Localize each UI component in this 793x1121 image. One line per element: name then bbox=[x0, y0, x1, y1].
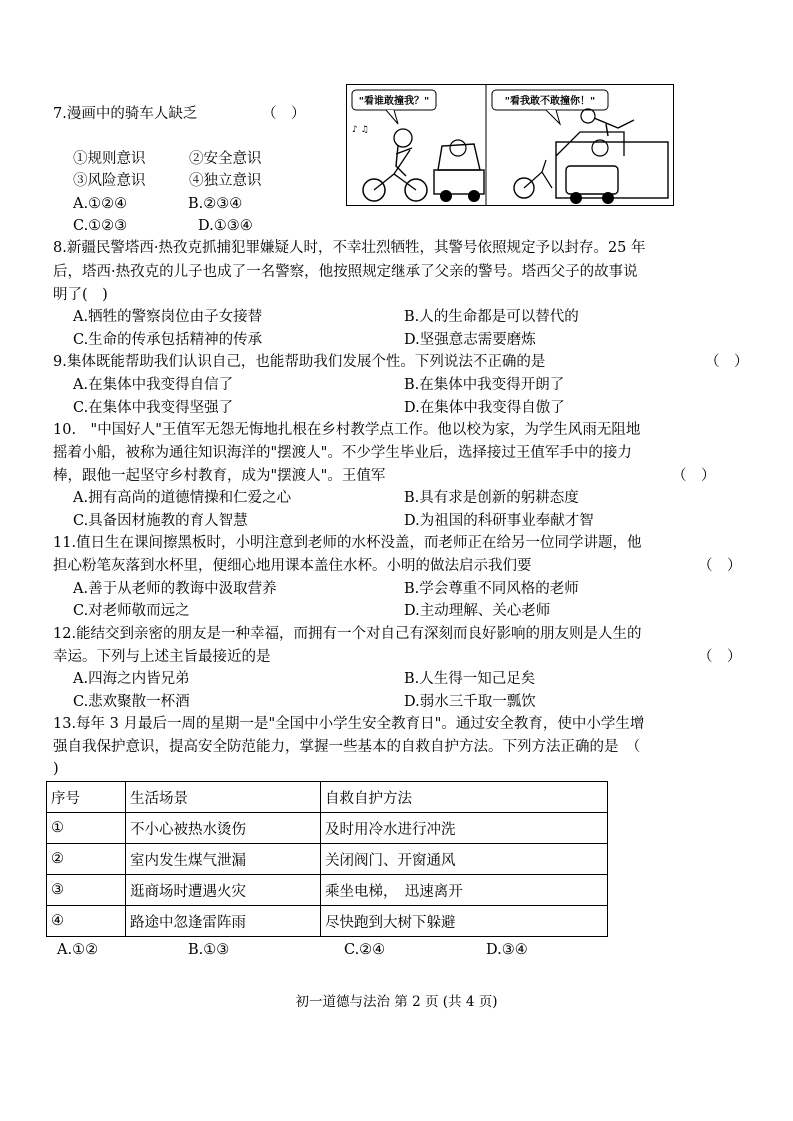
q13-line-3: ) bbox=[53, 761, 59, 777]
q13-line-1: 13.每年 3 月最后一周的星期一是"全国中小学生安全教育日"。通过安全教育，使中小学生增 bbox=[53, 716, 645, 732]
q11-line-1: 11.值日生在课间擦黑板时，小明注意到老师的水杯没盖，而老师正在给另一位同学讲题，他 bbox=[53, 535, 642, 551]
header-cell: 自救自护方法 bbox=[321, 782, 608, 813]
q10-line-2: 摇着小船，被称为通往知识海洋的"摆渡人"。不少学生毕业后，选择接过王值军手中的接力 bbox=[53, 445, 632, 461]
right-bubble-text: "看我敢不敢撞你！" bbox=[504, 96, 596, 107]
q12-option-a: A.四海之内皆兄弟 bbox=[73, 671, 190, 687]
q12-option-b: B.人生得一知己足矣 bbox=[404, 671, 536, 687]
q9-answer-paren: （ ） bbox=[705, 354, 749, 370]
table-cell: ④ bbox=[47, 906, 126, 937]
table-cell: 不小心被热水烫伤 bbox=[126, 813, 321, 844]
cartoon-illustration bbox=[346, 84, 674, 206]
q8-line-1: 8.新疆民警塔西·热孜克抓捕犯罪嫌疑人时，不幸壮烈牺牲，其警号依照规定予以封存。25 年 bbox=[53, 240, 646, 256]
q13-option-a: A.①② bbox=[57, 942, 99, 958]
q10-answer-paren: （ ） bbox=[672, 468, 716, 484]
q9-option-c: C.在集体中我变得坚强了 bbox=[73, 400, 234, 416]
q7-option-c: C.①②③ bbox=[73, 218, 128, 234]
table-row bbox=[47, 844, 608, 875]
q11-option-b: B.学会尊重不同风格的老师 bbox=[404, 581, 579, 597]
table-cell: 及时用冷水进行冲洗 bbox=[321, 813, 608, 844]
table-header-row bbox=[47, 782, 608, 813]
q10-line-3: 棒，跟他一起坚守乡村教育，成为"摆渡人"。王值军 bbox=[53, 468, 386, 484]
table-cell: 室内发生煤气泄漏 bbox=[126, 844, 321, 875]
q11-option-c: C.对老师敬而远之 bbox=[73, 603, 190, 619]
q12-option-d: D.弱水三千取一瓢饮 bbox=[404, 694, 536, 710]
table-cell: ③ bbox=[47, 875, 126, 906]
table-cell: ① bbox=[47, 813, 126, 844]
q8-option-c: C.生命的传承包括精神的传承 bbox=[73, 332, 263, 348]
q9-option-a: A.在集体中我变得自信了 bbox=[73, 377, 234, 393]
q11-line-2: 担心粉笔灰落到水杯里，便细心地用课本盖住水杯。小明的做法启示我们要 bbox=[53, 558, 532, 574]
q7-option-d: D.①③④ bbox=[198, 218, 253, 234]
q10-option-b: B.具有求是创新的躬耕态度 bbox=[404, 490, 579, 506]
table-cell: 尽快跑到大树下躲避 bbox=[321, 906, 608, 937]
q12-line-1: 12.能结交到亲密的朋友是一种幸福，而拥有一个对自己有深刻而良好影响的朋友则是人生的 bbox=[53, 626, 642, 642]
q12-line-2: 幸运。下列与上述主旨最接近的是 bbox=[53, 649, 271, 665]
table-cell: ② bbox=[47, 844, 126, 875]
header-cell: 生活场景 bbox=[126, 782, 321, 813]
q13-line-2: 强自我保护意识，提高安全防范能力，掌握一些基本的自救自护方法。下列方法正确的是 （ bbox=[53, 739, 641, 755]
q8-option-b: B.人的生命都是可以替代的 bbox=[404, 309, 579, 325]
svg-text:♪ ♫: ♪ ♫ bbox=[352, 125, 369, 135]
q11-answer-paren: （ ） bbox=[698, 558, 742, 574]
q11-option-a: A.善于从老师的教诲中汲取营养 bbox=[73, 581, 277, 597]
q13-option-c: C.②④ bbox=[344, 942, 386, 958]
q7-option-a: A.①②④ bbox=[73, 196, 128, 212]
table-cell: 逛商场时遭遇火灾 bbox=[126, 875, 321, 906]
table-cell: 路途中忽逢雷阵雨 bbox=[126, 906, 321, 937]
table-cell: 乘坐电梯， 迅速离开 bbox=[321, 875, 608, 906]
q7-choice-line-2: ③风险意识 ④独立意识 bbox=[73, 173, 262, 189]
q10-option-c: C.具备因材施教的育人智慧 bbox=[73, 513, 248, 529]
q10-option-d: D.为祖国的科研事业奉献才智 bbox=[404, 513, 594, 529]
q10-option-a: A.拥有高尚的道德情操和仁爱之心 bbox=[73, 490, 292, 506]
q11-option-d: D.主动理解、关心老师 bbox=[404, 603, 551, 619]
table-row bbox=[47, 875, 608, 906]
q13-option-b: B.①③ bbox=[188, 942, 230, 958]
q8-line-2: 后，塔西·热孜克的儿子也成了一名警察，他按照规定继承了父亲的警号。塔西父子的故事说 bbox=[53, 264, 638, 280]
q8-option-a: A.牺牲的警察岗位由子女接替 bbox=[73, 309, 263, 325]
page-footer: 初一道德与法治 第 2 页 (共 4 页) bbox=[295, 994, 498, 1010]
safety-methods-table bbox=[46, 781, 608, 937]
q7-option-b: B.②③④ bbox=[188, 196, 243, 212]
q7-choice-line-1: ①规则意识 ②安全意识 bbox=[73, 151, 262, 167]
table-row bbox=[47, 813, 608, 844]
q12-option-c: C.悲欢聚散一杯酒 bbox=[73, 694, 190, 710]
table-row bbox=[47, 906, 608, 937]
q13-option-d: D.③④ bbox=[486, 942, 528, 958]
left-bubble-text: "看谁敢撞我？" bbox=[358, 96, 430, 107]
q10-line-1: 10. "中国好人"王值军无怨无悔地扎根在乡村教学点工作。他以校为家，为学生风雨无阻地 bbox=[53, 422, 641, 438]
q7-stem: 7.漫画中的骑车人缺乏 bbox=[53, 106, 198, 122]
q8-line-3: 明了( ) bbox=[53, 287, 108, 303]
q9-option-b: B.在集体中我变得开朗了 bbox=[404, 377, 565, 393]
q9-option-d: D.在集体中我变得自傲了 bbox=[404, 400, 565, 416]
header-cell: 序号 bbox=[47, 782, 126, 813]
q7-answer-paren: （ ） bbox=[262, 106, 306, 122]
q12-answer-paren: （ ） bbox=[698, 649, 742, 665]
q9-line-1: 9.集体既能帮助我们认识自己，也能帮助我们发展个性。下列说法不正确的是 bbox=[53, 354, 546, 370]
q8-option-d: D.坚强意志需要磨炼 bbox=[404, 332, 536, 348]
table-cell: 关闭阀门、开窗通风 bbox=[321, 844, 608, 875]
